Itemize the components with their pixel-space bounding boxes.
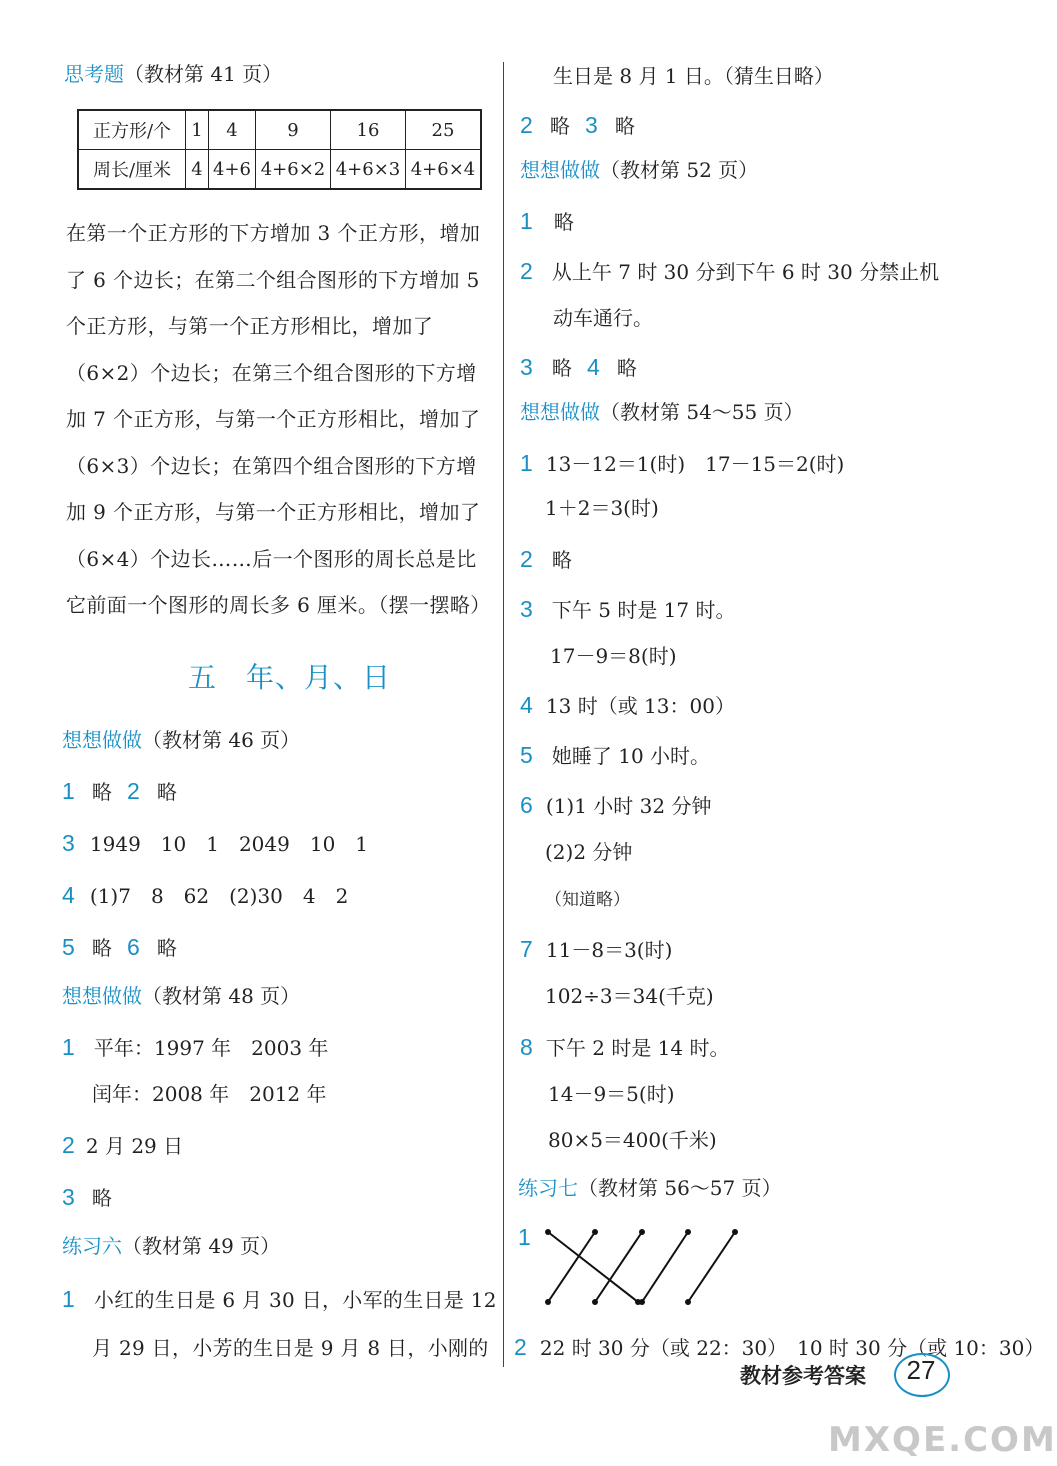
- question-number: 1: [62, 1034, 75, 1060]
- match-dot: [545, 1299, 551, 1305]
- match-dot: [639, 1299, 645, 1305]
- section-title: 想想做做: [520, 400, 600, 424]
- answer-line: [520, 596, 736, 622]
- question-number: 4: [62, 882, 75, 908]
- answer-text: 闰年：2008 年 2012 年: [92, 1082, 327, 1106]
- question-number: 3: [520, 354, 533, 380]
- table-cell: 4: [186, 150, 209, 190]
- question-number: 2: [126, 778, 140, 804]
- section-ref: （教材第 49 页）: [122, 1234, 281, 1258]
- answer-line: [520, 546, 572, 572]
- answer-text: 22 时 30 分（或 22：30） 10 时 30 分（或 10：30）: [539, 1336, 1045, 1360]
- answer-text: 102÷3＝34(千克): [545, 984, 714, 1008]
- answer-text: (2)2 分钟: [545, 840, 633, 864]
- match-line: [548, 1232, 638, 1302]
- question-number: 1: [518, 1224, 531, 1250]
- answer-line: [520, 112, 635, 138]
- answer-text: 13－12＝1(时) 17－15＝2(时): [545, 452, 845, 476]
- answer-line: [520, 208, 574, 234]
- answer-text: 略: [91, 936, 112, 960]
- footer-label: 教材参考答案: [740, 1364, 866, 1388]
- answer-line: [514, 1334, 1044, 1360]
- section-ref: （教材第 48 页）: [142, 984, 301, 1008]
- answer-text: 略: [549, 114, 570, 138]
- question-number: 4: [520, 692, 533, 718]
- matching-lines-diagram: [540, 1222, 750, 1312]
- section-header-56: [518, 1176, 782, 1200]
- match-dot: [639, 1229, 645, 1235]
- match-dot: [592, 1299, 598, 1305]
- answer-line: [520, 1034, 730, 1060]
- section-title: 练习七: [518, 1176, 578, 1200]
- match-dot: [685, 1229, 691, 1235]
- question-number: 1: [520, 208, 533, 234]
- answer-text: 平年：1997 年 2003 年: [93, 1036, 329, 1060]
- answer-text: 下午 2 时是 14 时。: [545, 1036, 730, 1060]
- section-header-52: [520, 158, 758, 182]
- answer-line: [520, 742, 710, 768]
- table-cell: 16: [331, 110, 406, 150]
- question-number: 4: [586, 354, 600, 380]
- answer-text: 月 29 日，小芳的生日是 9 月 8 日，小刚的: [92, 1336, 489, 1360]
- question-number: 2: [520, 112, 533, 138]
- question-number: 2: [62, 1132, 75, 1158]
- answer-text: 下午 5 时是 17 时。: [551, 598, 736, 622]
- table-cell: 1: [186, 110, 209, 150]
- answer-line: [520, 450, 844, 476]
- watermark: MXQE.COM: [828, 1420, 1057, 1460]
- answer-line: [62, 830, 368, 856]
- match-line: [595, 1232, 642, 1302]
- explanation-paragraph: 在第一个正方形的下方增加 3 个正方形，增加了 6 个边长；在第二个组合图形的下方增加 5 个正方形，与第一个正方形相比，增加了（6×2）个边长；在第三个组合图形的下方增加 7 个正方形，与第一个正方形相比，增加了（6×3）个边长；在第四个组合图形的下方增加 9 个正方形，与第一个正方形相比，增加了（6×4）个边长……后一个图形的周长总是比它前面一个图形的周长多 6 厘米。（摆一摆略）: [66, 221, 491, 617]
- table-cell: 4+6×3: [331, 150, 406, 190]
- answer-line: [62, 882, 348, 908]
- match-dot: [545, 1229, 551, 1235]
- match-dot: [592, 1229, 598, 1235]
- answer-line: [62, 778, 177, 804]
- answer-text: 生日是 8 月 1 日。（猜生日略）: [553, 64, 834, 88]
- question-number: 2: [514, 1334, 527, 1360]
- answer-line: [62, 1184, 112, 1210]
- answer-note: （知道略）: [545, 890, 630, 910]
- answer-text: 80×5＝400(千米): [548, 1128, 717, 1152]
- table-row: [78, 110, 481, 150]
- table-cell: 正方形/个: [78, 110, 186, 150]
- match-line: [642, 1232, 688, 1302]
- match-line: [688, 1232, 735, 1302]
- answer-text: 17－9＝8(时): [550, 644, 677, 668]
- match-dot: [685, 1299, 691, 1305]
- question-number: 5: [520, 742, 533, 768]
- perimeter-table: [77, 109, 482, 190]
- section-ref: （教材第 54～55 页）: [600, 400, 804, 424]
- answer-text: 从上午 7 时 30 分到下午 6 时 30 分禁止机: [551, 260, 940, 284]
- question-number: 1: [62, 1286, 75, 1312]
- question-number: 2: [520, 546, 533, 572]
- match-dot: [732, 1229, 738, 1235]
- answer-line: [62, 934, 177, 960]
- answer-line: [62, 1034, 328, 1060]
- answer-text: 小红的生日是 6 月 30 日，小军的生日是 12: [93, 1288, 497, 1312]
- answer-text: (1)1 小时 32 分钟: [545, 794, 712, 818]
- answer-text: 略: [91, 780, 112, 804]
- answer-text: 1949 10 1 2049 10 1: [89, 832, 369, 856]
- answer-text: 略: [91, 1186, 112, 1210]
- answer-line: [520, 936, 672, 962]
- answer-line: [520, 354, 637, 380]
- question-number: 7: [520, 936, 533, 962]
- answer-line: [520, 258, 939, 284]
- section-header-46: [62, 728, 300, 752]
- table-cell: 9: [256, 110, 331, 150]
- section-title: 想想做做: [62, 728, 142, 752]
- table-cell: 4+6: [209, 150, 256, 190]
- section-title: 练习六: [62, 1234, 122, 1258]
- section-title: 想想做做: [520, 158, 600, 182]
- question-number: 2: [520, 258, 533, 284]
- section-ref: （教材第 41 页）: [124, 62, 283, 86]
- question-number: 1: [520, 450, 533, 476]
- answer-text: (1)7 8 62 (2)30 4 2: [89, 884, 349, 908]
- answer-text: 略: [156, 936, 177, 960]
- question-number: 3: [584, 112, 598, 138]
- section-header-49: [62, 1234, 280, 1258]
- question-number: 8: [520, 1034, 533, 1060]
- answer-line: [520, 692, 735, 718]
- question-number: 3: [62, 830, 75, 856]
- chapter-title: 五 年、月、日: [188, 661, 392, 694]
- table-cell: 4+6×4: [406, 150, 482, 190]
- answer-text: 略: [553, 210, 574, 234]
- answer-line: [62, 1132, 183, 1158]
- answer-text: 她睡了 10 小时。: [551, 744, 711, 768]
- answer-text: 略: [614, 114, 635, 138]
- answer-text: 动车通行。: [553, 306, 653, 330]
- section-ref: （教材第 46 页）: [142, 728, 301, 752]
- table-cell: 周长/厘米: [78, 150, 186, 190]
- answer-text: 略: [551, 548, 572, 572]
- table-row: [78, 150, 481, 190]
- question-number: 6: [520, 792, 533, 818]
- question-number: 3: [520, 596, 533, 622]
- table-cell: 25: [406, 110, 482, 150]
- question-number: 3: [62, 1184, 75, 1210]
- answer-line: [62, 1286, 497, 1312]
- question-number: 1: [62, 778, 75, 804]
- answer-line: [520, 792, 711, 818]
- section-title: 思考题: [64, 62, 124, 86]
- answer-text: 14－9＝5(时): [548, 1082, 675, 1106]
- match-line: [548, 1232, 595, 1302]
- question-number: 6: [126, 934, 140, 960]
- answer-text: 略: [551, 356, 572, 380]
- column-divider: [503, 62, 504, 1367]
- answer-text: 1＋2＝3(时): [545, 496, 659, 520]
- page-number: 27: [906, 1355, 936, 1385]
- section-ref: （教材第 52 页）: [600, 158, 759, 182]
- section-title: 想想做做: [62, 984, 142, 1008]
- section-header-48: [62, 984, 300, 1008]
- answer-text: 11－8＝3(时): [545, 938, 673, 962]
- answer-text: 略: [616, 356, 637, 380]
- section-header-thinking: [64, 62, 282, 86]
- table-cell: 4: [209, 110, 256, 150]
- question-number: 5: [62, 934, 75, 960]
- section-header-54: [520, 400, 804, 424]
- section-ref: （教材第 56～57 页）: [578, 1176, 782, 1200]
- table-cell: 4+6×2: [256, 150, 331, 190]
- answer-text: 13 时（或 13：00）: [545, 694, 735, 718]
- answer-text: 2 月 29 日: [85, 1134, 184, 1158]
- answer-text: 略: [156, 780, 177, 804]
